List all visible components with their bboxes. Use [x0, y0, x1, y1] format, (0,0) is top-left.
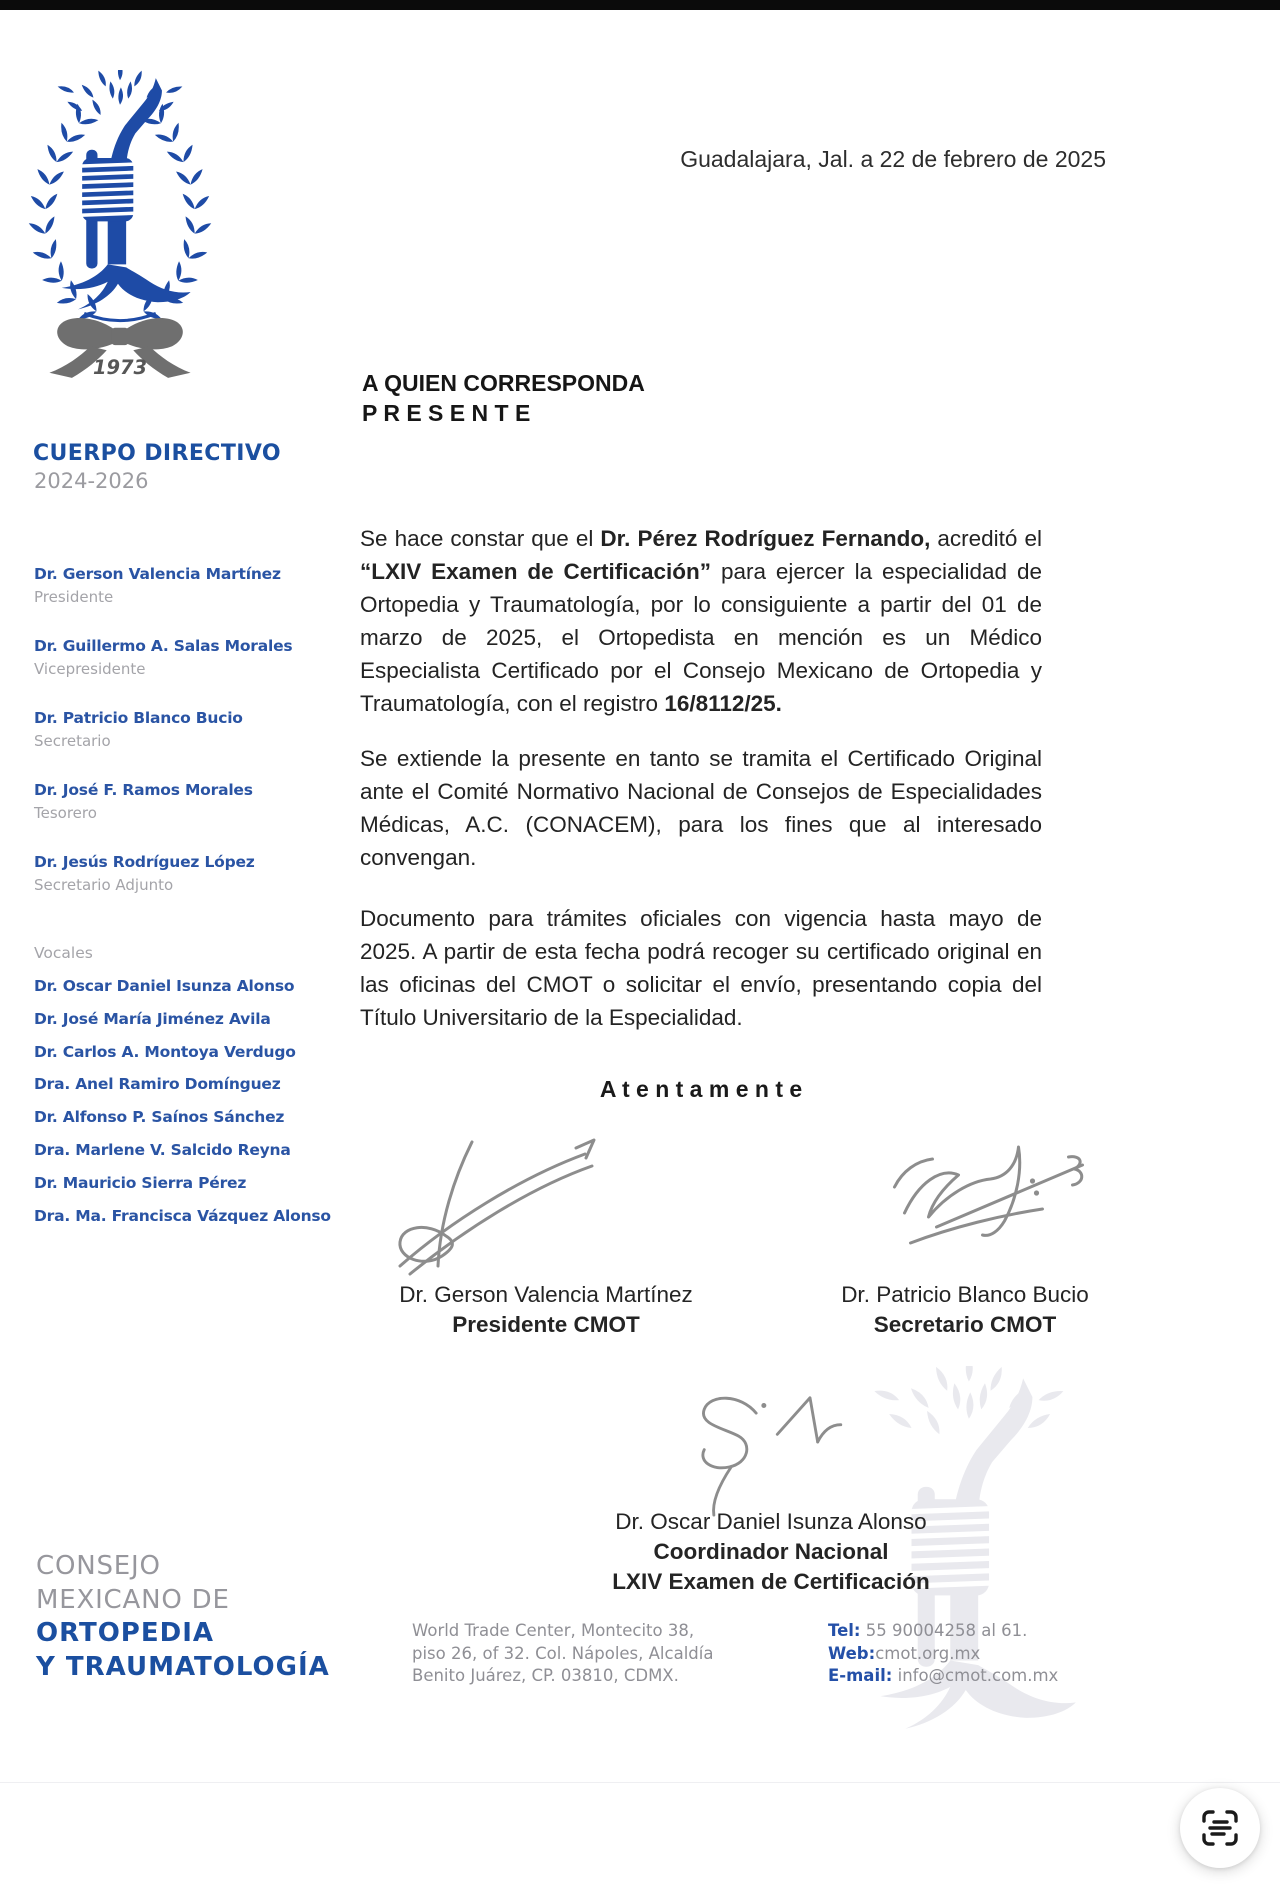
vocal-name: Dr. Oscar Daniel Isunza Alonso: [34, 977, 295, 995]
board-member-name: Dr. Gerson Valencia Martínez: [34, 565, 281, 583]
vocales-label: Vocales: [34, 944, 93, 962]
body-paragraph-3: Documento para trámites oficiales con vigencia hasta mayo de 2025. A partir de esta fecha podrá recoger su certificado original en las oficinas del CMOT o solicitar el envío, presentando copia del Título Universitario de la Especialidad.: [360, 906, 1042, 1030]
signatory-title: Presidente CMOT: [452, 1312, 640, 1337]
vocal-name: Dra. Marlene V. Salcido Reyna: [34, 1140, 291, 1159]
letter-date: Guadalajara, Jal. a 22 de febrero de 2025: [680, 146, 1106, 172]
board-officer: [34, 780, 304, 852]
recipient-block: [362, 368, 645, 428]
document-scan-icon: [1198, 1806, 1242, 1850]
brand-line: ORTOPEDIA: [36, 1618, 214, 1648]
signature-scrawl-president: [375, 1138, 605, 1288]
signatory-name: Dr. Gerson Valencia Martínez: [399, 1282, 693, 1307]
board-member-name: Dr. Jesús Rodríguez López: [34, 853, 255, 871]
tel-label: Tel:: [828, 1621, 861, 1640]
vocal-name: Dr. Carlos A. Montoya Verdugo: [34, 1042, 296, 1061]
screen-top-bar: [0, 0, 1280, 10]
footer-address: [412, 1620, 713, 1688]
board-member-name: Dr. José F. Ramos Morales: [34, 781, 253, 799]
brand-line: CONSEJO: [36, 1551, 161, 1581]
body-paragraph-2: Se extiende la presente en tanto se tramita el Certificado Original ante el Comité Normativo Nacional de Consejos de Especialidades Médicas, A.C. (CONACEM), para los fines que al interesado convengan.: [360, 746, 1042, 870]
board-title: CUERPO DIRECTIVO: [33, 441, 281, 466]
email-label: E-mail:: [828, 1666, 893, 1685]
vocal-name: Dra. Ma. Francisca Vázquez Alonso: [34, 1206, 331, 1225]
board-officers-list: [34, 564, 304, 924]
footer-contacts: [828, 1620, 1058, 1688]
cmot-logo: [22, 70, 218, 382]
board-member-role: Presidente: [34, 588, 114, 606]
address-line: piso 26, of 32. Col. Nápoles, Alcaldía: [412, 1643, 714, 1663]
board-member-name: Dr. Guillermo A. Salas Morales: [34, 637, 293, 655]
vocal-name: Dra. Anel Ramiro Domínguez: [34, 1075, 281, 1094]
board-member-role: Secretario Adjunto: [34, 876, 174, 894]
andry-tree-icon: [57, 70, 191, 309]
scan-button[interactable]: [1180, 1788, 1260, 1868]
board-member-name: Dr. Patricio Blanco Bucio: [34, 709, 243, 727]
vocal-name: Dr. Mauricio Sierra Pérez: [34, 1173, 247, 1192]
paragraph-text: para ejercer la especialidad de Ortopedia y Traumatología, por lo consiguiente a partir del 01 de marzo de 2025, el Ortopedista en mención es un Médico Especialista Certificado por el Consejo Mexicano de Ortopedia y Traumatología, con el registro: [360, 559, 1042, 716]
footer-tel: [828, 1620, 1058, 1643]
signatory-block-coordinator: [590, 1507, 952, 1597]
signature-scrawl-secretary: [880, 1135, 1095, 1275]
signatory-block-secretary: [784, 1280, 1146, 1340]
web-label: Web:: [828, 1643, 876, 1663]
board-member-role: Secretario: [34, 732, 111, 750]
footer-web: [828, 1643, 1058, 1666]
board-member-role: Vicepresidente: [34, 660, 146, 678]
paragraph-text: Se hace constar que el: [360, 526, 601, 551]
exam-name: “LXIV Examen de Certificación”: [360, 559, 712, 584]
address-line: World Trade Center, Montecito 38,: [412, 1621, 695, 1640]
signatory-title: Coordinador Nacional: [653, 1539, 889, 1564]
registry-number: 16/8112/25.: [664, 691, 782, 716]
vocales-list: [34, 970, 331, 1232]
brand-line: MEXICANO DE: [36, 1584, 230, 1615]
signatory-title: LXIV Examen de Certificación: [612, 1569, 930, 1594]
footer-email: [828, 1665, 1058, 1688]
vocal-name: Dr. Alfonso P. Saínos Sánchez: [34, 1108, 285, 1127]
address-line: Benito Juárez, CP. 03810, CDMX.: [412, 1666, 679, 1685]
page-bottom-edge: [0, 1782, 1280, 1783]
body-paragraph-1: [360, 522, 1042, 720]
closing-salutation: A t e n t a m e n t e: [599, 1076, 803, 1102]
signatory-name: Dr. Patricio Blanco Bucio: [841, 1282, 1089, 1307]
recipient-line: P R E S E N T E: [362, 400, 531, 426]
signatory-title: Secretario CMOT: [873, 1312, 1057, 1337]
board-member-role: Tesorero: [34, 804, 97, 822]
brand-line: Y TRAUMATOLOGÍA: [36, 1651, 330, 1682]
brand-wordmark: [36, 1550, 330, 1684]
vocal-name: Dr. José María Jiménez Avila: [34, 1009, 271, 1028]
board-officer: [34, 852, 304, 924]
recipient-line: A QUIEN CORRESPONDA: [362, 370, 645, 396]
board-officer: [34, 564, 304, 636]
certified-doctor-name: Dr. Pérez Rodríguez Fernando,: [600, 526, 931, 551]
web-value: cmot.org.mx: [875, 1643, 981, 1663]
paragraph-text: acreditó el: [930, 526, 1042, 551]
signatory-block-president: [365, 1280, 727, 1340]
email-value: info@cmot.com.mx: [892, 1666, 1059, 1685]
signature-scrawl-coordinator: [655, 1392, 865, 1517]
board-officer: [34, 636, 304, 708]
signatory-name: Dr. Oscar Daniel Isunza Alonso: [615, 1509, 927, 1534]
board-term: 2024-2026: [34, 469, 149, 493]
tel-value: 55 90004258 al 61.: [860, 1621, 1028, 1640]
board-officer: [34, 708, 304, 780]
founding-year: 1973: [92, 355, 148, 379]
